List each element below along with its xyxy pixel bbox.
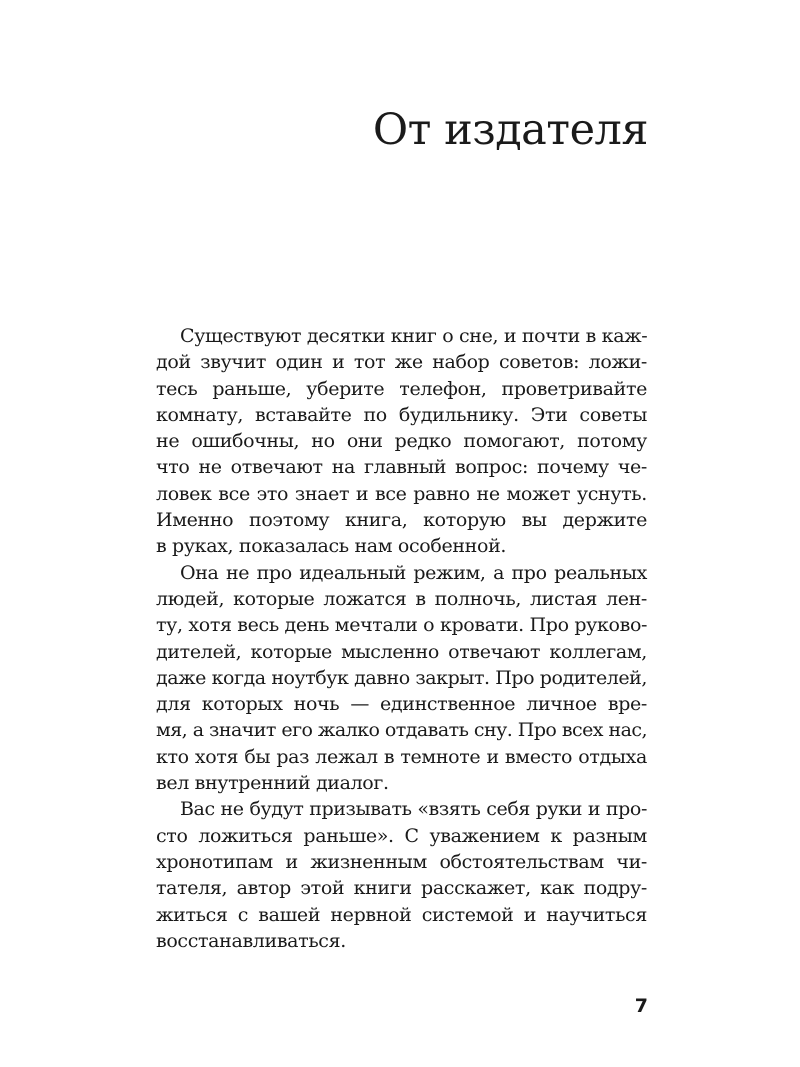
page-number: 7 — [634, 995, 648, 1017]
body-text — [156, 323, 647, 954]
text-line: Существуют десятки книг о сне, и почти в каж- — [180, 325, 648, 347]
paragraph-2 — [156, 560, 647, 797]
text-line: в руках, показалась нам особенной. — [156, 535, 507, 558]
text-line: мя, а значит его жалко отдавать сну. Про всех нас, — [156, 719, 647, 742]
text-line: тесь раньше, уберите телефон, проветривайте — [156, 377, 647, 400]
chapter-title: От издателя — [372, 105, 648, 155]
text-line: комнату, вставайте по будильнику. Эти советы — [156, 403, 647, 426]
text-line: людей, которые ложатся в полночь, листая лен- — [156, 587, 647, 610]
text-line: что не отвечают на главный вопрос: почему че- — [156, 456, 647, 479]
text-line: Она не про идеальный режим, а про реальных — [180, 561, 647, 584]
text-line: сто ложиться раньше». С уважением к разным — [156, 824, 647, 847]
text-line: не ошибочны, но они редко помогают, потому — [156, 430, 647, 453]
text-line: ту, хотя весь день мечтали о кровати. Про руково- — [156, 614, 648, 637]
text-line: даже когда ноутбук давно закрыт. Про родителей, — [156, 666, 647, 689]
text-line: дой звучит один и тот же набор советов: ложи- — [156, 351, 647, 374]
text-line: для которых ночь — единственное личное вре- — [156, 693, 647, 716]
paragraph-1 — [156, 323, 647, 560]
text-line: кто хотя бы раз лежал в темноте и вместо отдыха — [156, 745, 647, 768]
text-line: тателя, автор этой книги расскажет, как подру- — [156, 877, 647, 900]
text-line: Вас не будут призывать «взять себя руки и про- — [180, 798, 647, 821]
text-line: дителей, которые мысленно отвечают коллегам, — [156, 640, 647, 663]
text-line: вел внутренний диалог. — [156, 772, 389, 795]
text-line: ловек все это знает и все равно не может уснуть. — [156, 482, 647, 505]
text-line: восстанавливаться. — [156, 929, 346, 952]
text-line: Именно поэтому книга, которую вы держите — [156, 509, 647, 532]
paragraph-3 — [156, 796, 647, 954]
text-line: житься с вашей нервной системой и научиться — [156, 903, 647, 926]
text-line: хронотипам и жизненным обстоятельствам чи- — [156, 850, 647, 873]
